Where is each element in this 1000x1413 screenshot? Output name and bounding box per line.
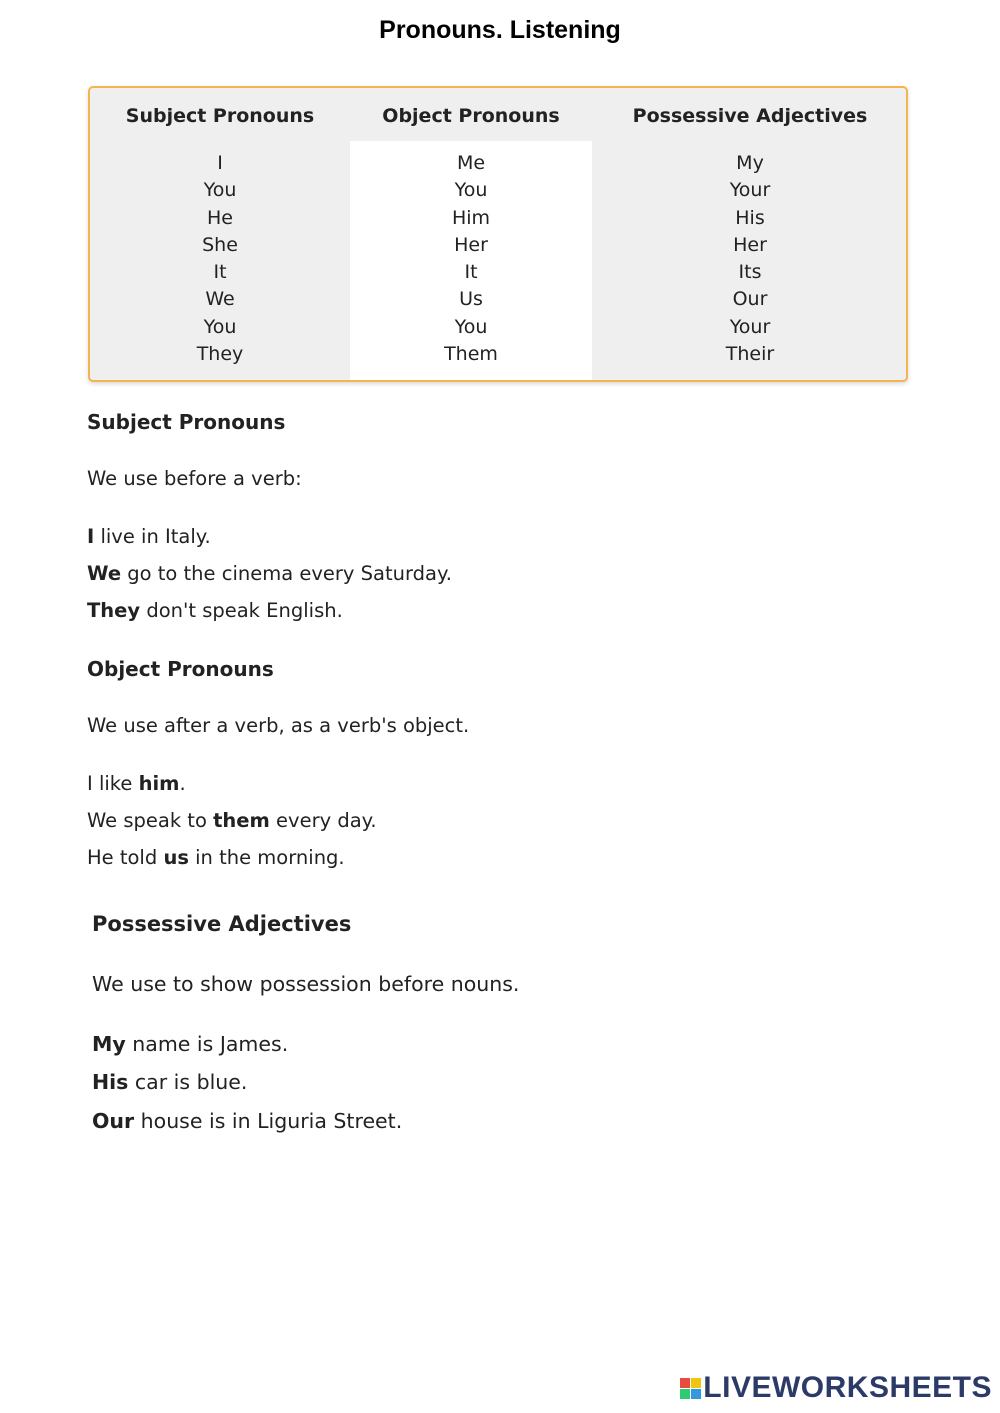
page-title: Pronouns. Listening <box>379 16 621 44</box>
liveworksheets-watermark <box>680 1371 992 1405</box>
section-description: We use to show possession before nouns. <box>92 972 520 996</box>
logo-square <box>691 1378 701 1388</box>
example-sentence: They don't speak English. <box>87 599 343 622</box>
example-sentence: I like him. <box>87 772 186 795</box>
section-heading: Object Pronouns <box>87 657 274 681</box>
example-sentence: My name is James. <box>92 1032 289 1056</box>
example-sentence: I live in Italy. <box>87 525 211 548</box>
table-cell: Them <box>444 343 498 366</box>
section-heading: Possessive Adjectives <box>92 912 352 936</box>
table-cell: She <box>202 233 238 256</box>
table-cell: He <box>207 206 233 229</box>
table-cell: Me <box>456 152 486 174</box>
table-cell: It <box>213 261 227 284</box>
table-cell: Your <box>729 179 771 202</box>
example-sentence: He told us in the morning. <box>87 846 345 869</box>
table-cell: They <box>196 343 244 366</box>
object-pronouns-column <box>350 88 592 380</box>
section-description: We use after a verb, as a verb's object. <box>87 714 470 737</box>
pronouns-table <box>88 86 908 382</box>
table-cell: You <box>454 315 488 338</box>
table-cell: Our <box>732 288 768 311</box>
table-cell: Her <box>733 233 767 256</box>
section-description: We use before a verb: <box>87 467 302 490</box>
column-header: Object Pronouns <box>382 105 560 127</box>
table-cell: Her <box>454 233 488 256</box>
liveworksheets-logo-icon <box>680 1378 701 1399</box>
table-cell: Your <box>729 315 771 338</box>
logo-square <box>691 1389 701 1399</box>
subject-pronouns-column <box>90 88 350 380</box>
column-header: Possessive Adjectives <box>632 105 868 127</box>
logo-square <box>680 1389 690 1399</box>
table-cell: I <box>217 152 223 174</box>
table-cell: Us <box>459 288 483 311</box>
table-cell: Their <box>725 343 775 366</box>
example-sentence: Our house is in Liguria Street. <box>92 1109 403 1133</box>
table-cell: You <box>454 179 488 202</box>
logo-square <box>680 1378 690 1388</box>
table-cell: His <box>735 206 765 229</box>
table-cell: We <box>205 288 235 311</box>
section-heading: Subject Pronouns <box>87 410 286 434</box>
watermark-text: LIVEWORKSHEETS <box>703 1371 992 1404</box>
example-sentence: We go to the cinema every Saturday. <box>87 562 452 585</box>
table-cell: Its <box>738 261 762 284</box>
example-sentence: His car is blue. <box>92 1070 248 1094</box>
example-sentence: We speak to them every day. <box>87 809 377 832</box>
column-header: Subject Pronouns <box>125 105 315 127</box>
table-cell: You <box>203 179 237 202</box>
table-cell: My <box>736 152 764 174</box>
table-cell: You <box>203 315 237 338</box>
table-cell: It <box>464 261 478 284</box>
possessive-adjectives-column <box>592 88 908 380</box>
table-cell: Him <box>451 206 491 229</box>
